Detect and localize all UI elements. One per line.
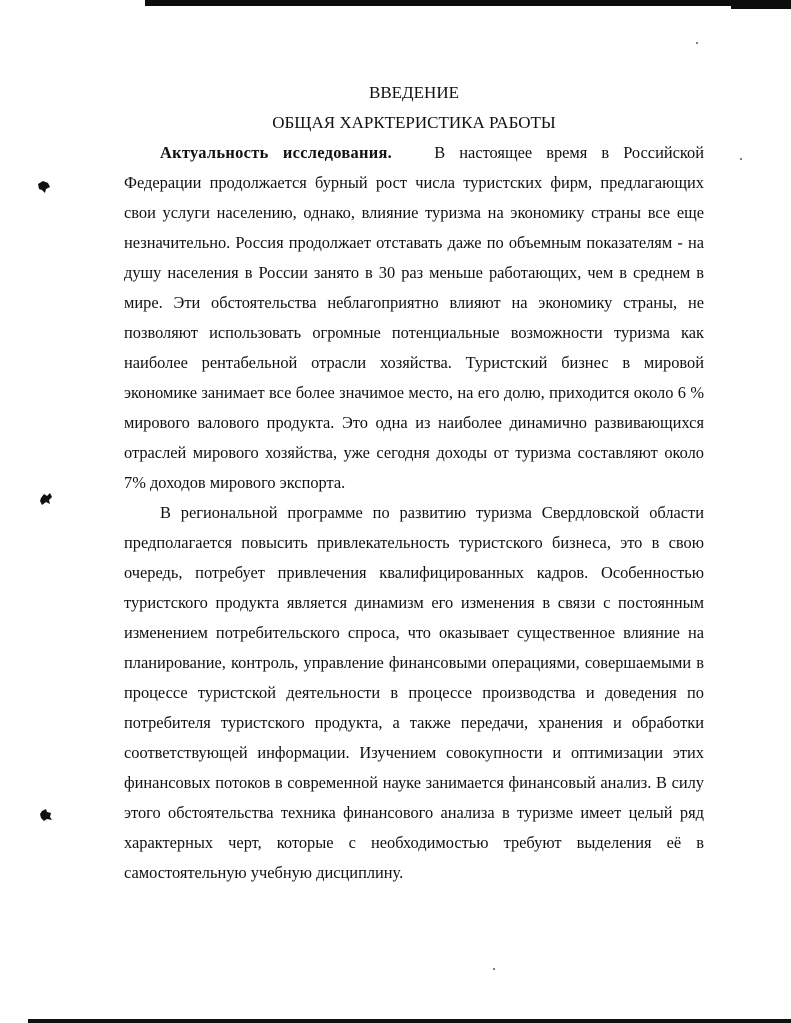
- scan-speck: [696, 42, 698, 44]
- scan-speck: [493, 968, 495, 970]
- scan-border-top: [145, 0, 791, 6]
- paragraph-regional-program: [124, 498, 704, 888]
- scan-speck: [740, 158, 742, 160]
- document-page: [124, 78, 704, 888]
- punch-hole-mark-icon: [38, 808, 54, 822]
- paragraph-relevance: [124, 138, 704, 498]
- punch-hole-mark-icon: [36, 180, 52, 194]
- paragraph-text: В региональной программе по развитию туризма Свердловской области предполагается повысить привлекательность туристского бизнеса, это в свою очередь, потребует привлечения квалифицированных кадров. Особенностью туристского продукта является динамизм его изменения в связи с постоянным изменением потребительского спроса, что оказывает существенное влияние на планирование, контроль, управление финансовыми операциями, совершаемыми в процессе туристской деятельности в процессе производства и доведения по потребителя туристского продукта, а также передачи, хранения и обработки соответствующей информации. Изучением совокупности и оптимизации этих финансовых потоков в современной науке занимается финансовый анализ. В силу этого обстоятельства техника финансового анализа в туризме имеет целый ряд характерных черт, которые с необходимостью требуют выделения её в самостоятельную учебную дисциплину.: [124, 503, 704, 882]
- scan-border-bottom: [28, 1019, 791, 1023]
- paragraph-text: В настоящее время в Российской Федерации продолжается бурный рост числа туристских фирм, предлагающих свои услуги населению, однако, влияние туризма на экономику страны все еще незначительно. Россия продолжает отставать даже по объемным показателям - на душу населения в России занято в 30 раз меньше работающих, чем в среднем в мире. Эти обстоятельства неблагоприятно влияют на экономику страны, не позволяют использовать огромные потенциальные возможности туризма как наиболее рентабельной отрасли хозяйства. Туристский бизнес в мировой экономике занимает все более значимое место, на его долю, приходится около 6 % мирового валового продукта. Это одна из наиболее динамично развивающихся отраслей мирового хозяйства, уже сегодня доходы от туризма составляют около 7% доходов мирового экспорта.: [124, 143, 704, 492]
- punch-hole-mark-icon: [38, 492, 54, 506]
- paragraph-lead: Актуальность исследования.: [160, 143, 393, 162]
- document-title: ВВЕДЕНИЕ: [369, 83, 459, 102]
- document-subtitle: ОБЩАЯ ХАРКТЕРИСТИКА РАБОТЫ: [272, 113, 556, 132]
